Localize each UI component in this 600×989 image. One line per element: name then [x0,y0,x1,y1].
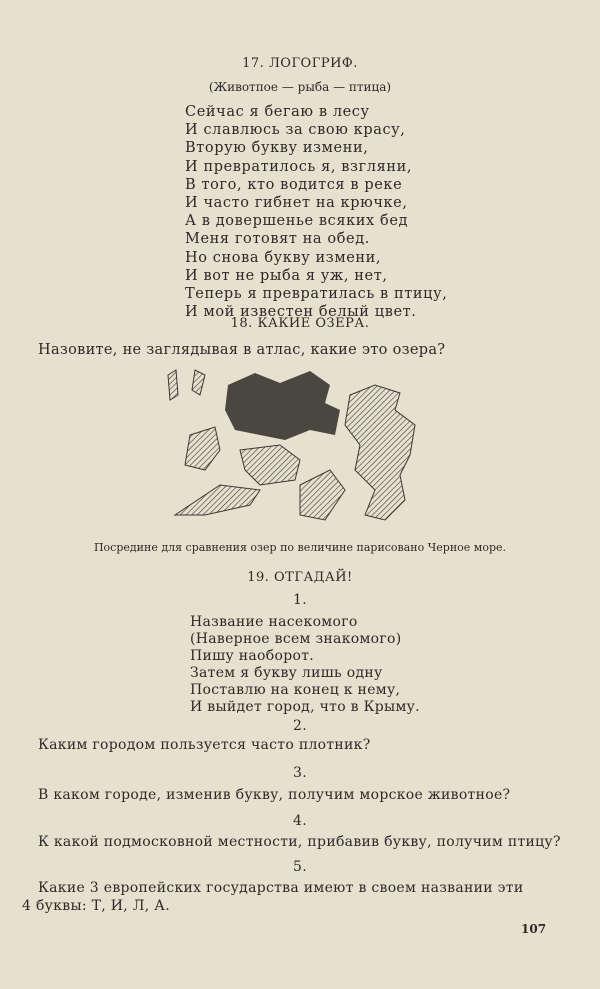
poem-line: И часто гибнет на крючке, [185,195,408,211]
section-17-subtitle: (Животпое — рыба — птица) [208,80,392,94]
lake-shape [175,485,260,515]
section-18-question: Назовите, не заглядывая в атлас, какие это озера? [38,342,446,358]
riddle-number: 2. [293,718,307,734]
riddle-number: 4. [293,813,307,829]
section-18-title: 18. КАКИЕ ОЗЕРА. [230,316,370,331]
poem-line: В того, кто водится в реке [185,176,403,193]
lake-shape [240,445,300,485]
section-19-title: 19. ОТГАДАЙ! [247,570,353,585]
lake-shape [345,385,415,520]
poem-line: И славлюсь за свою красу, [185,122,406,139]
lakes-map-illustration [160,365,430,530]
riddle-line: Поставлю на конец к нему, [190,682,401,698]
riddle-number: 1. [293,592,307,608]
lake-shape [185,427,220,470]
riddle-line: К какой подмосковной местности, прибавив букву, получим птицу? [38,834,561,850]
poem-line: Вторую букву измени, [185,140,369,157]
lake-shape [300,470,345,520]
riddle-line: Затем я букву лишь одну [190,665,383,681]
riddle-line: И выйдет город, что в Крыму. [190,699,420,715]
poem-line: Но снова букву измени, [185,249,382,266]
riddle-line: Какие 3 европейских государства имеют в своем названии эти [38,880,524,896]
poem-line: И вот не рыба я уж, нет, [185,267,388,284]
page-number: 107 [521,922,547,936]
poem-line: Теперь я превратилась в птицу, [185,286,448,302]
riddle-line: Каким городом пользуется часто плотник? [38,737,371,753]
riddle-line: 4 буквы: Т, И, Л, А. [22,898,170,914]
section-17-title: 17. ЛОГОГРИФ. [242,56,358,71]
riddle-number: 3. [293,765,307,781]
poem-line: Сейчас я бегаю в лесу [185,104,370,120]
poem-line: И превратилось я, взгляни, [185,158,413,175]
riddle-number: 5. [293,859,307,875]
map-caption: Посредине для сравнения озер по величине парисовано Черное море. [93,541,507,554]
poem-line: Меня готовят на обед. [185,231,370,248]
black-sea-shape [225,371,340,440]
poem-line: И мой известен белый цвет. [185,304,417,321]
poem-line: А в довершенье всяких бед [185,213,409,230]
riddle-line: (Наверное всем знакомого) [190,631,402,647]
riddle-line: В каком городе, изменив букву, получим морское животное? [38,787,511,803]
lake-shape [168,370,205,400]
riddle-line: Название насекомого [190,614,358,630]
riddle-line: Пишу наоборот. [190,648,314,664]
